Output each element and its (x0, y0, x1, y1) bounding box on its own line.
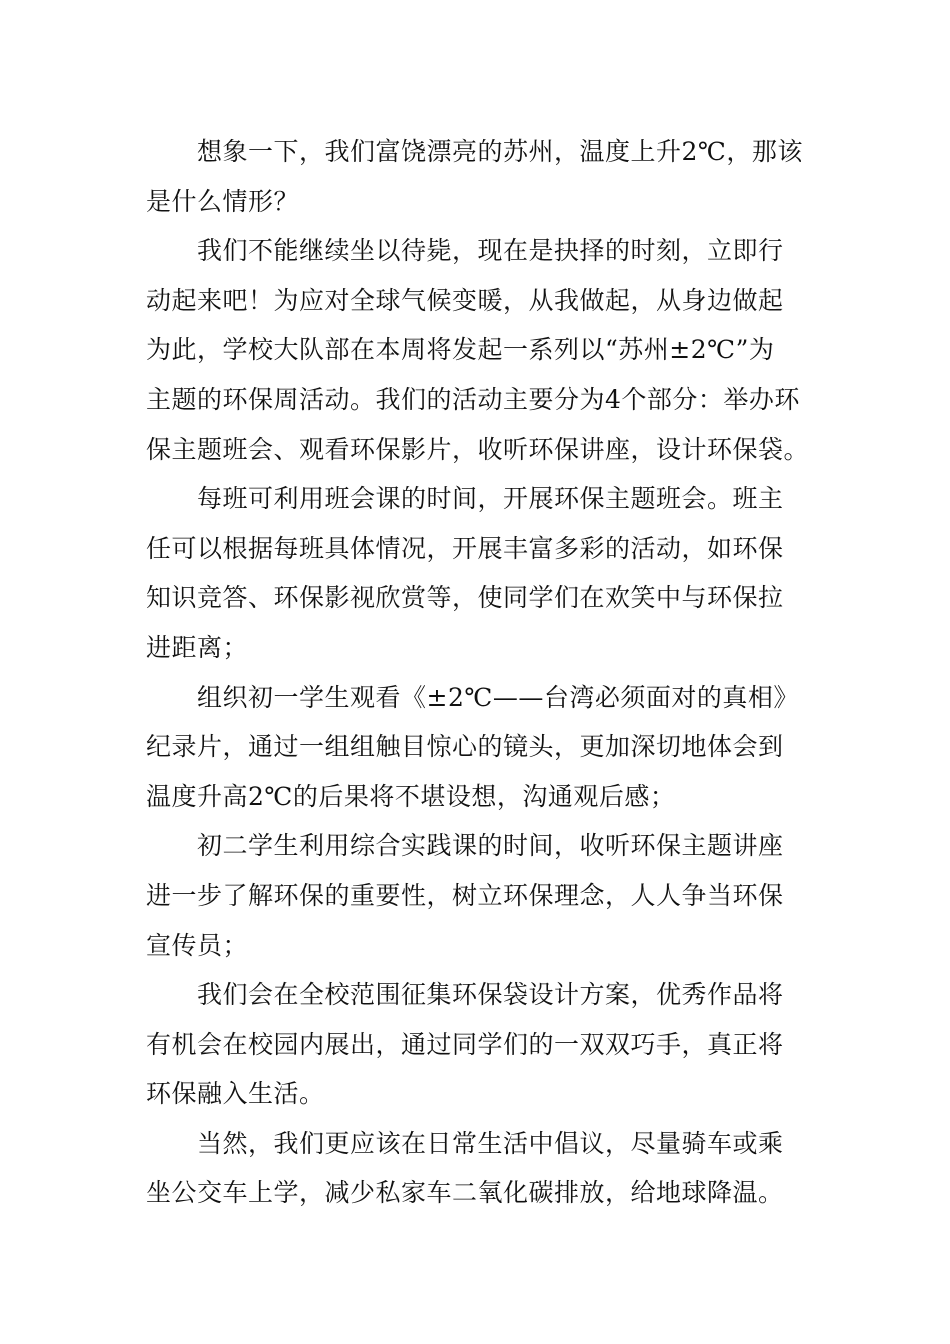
paragraph-line: 组织初一学生观看《±2℃——台湾必须面对的真相》 (197, 682, 799, 712)
paragraph-line: 有机会在校园内展出，通过同学们的一双双巧手，真正将 (146, 1029, 784, 1059)
paragraph-line: 当然，我们更应该在日常生活中倡议，尽量骑车或乘 (197, 1128, 784, 1158)
paragraph-5 (146, 821, 808, 970)
paragraph-1 (146, 127, 808, 226)
paragraph-line: 坐公交车上学，减少私家车二氧化碳排放，给地球降温。 (146, 1178, 784, 1208)
paragraph-line: 是什么情形？ (146, 186, 300, 216)
paragraph-line: 知识竞答、环保影视欣赏等，使同学们在欢笑中与环保拉 (146, 583, 784, 613)
paragraph-4 (146, 673, 808, 822)
paragraph-line: 我们会在全校范围征集环保袋设计方案，优秀作品将 (197, 980, 784, 1010)
paragraph-7 (146, 1119, 808, 1218)
paragraph-2 (146, 226, 808, 474)
paragraph-line: 我们不能继续坐以待毙，现在是抉择的时刻，立即行 (197, 236, 784, 266)
paragraph-line: 任可以根据每班具体情况，开展丰富多彩的活动，如环保 (146, 533, 784, 563)
paragraph-3 (146, 474, 808, 672)
document-body (146, 127, 808, 1218)
paragraph-line: 为此，学校大队部在本周将发起一系列以“苏州±2℃”为 (146, 335, 775, 365)
paragraph-line: 进一步了解环保的重要性，树立环保理念，人人争当环保 (146, 880, 784, 910)
paragraph-line: 主题的环保周活动。我们的活动主要分为4个部分：举办环 (146, 384, 800, 414)
paragraph-line: 进距离； (146, 632, 249, 662)
paragraph-line: 温度升高2℃的后果将不堪设想，沟通观后感； (146, 781, 676, 811)
paragraph-line: 纪录片，通过一组组触目惊心的镜头，更加深切地体会到 (146, 732, 784, 762)
paragraph-line: 环保融入生活。 (146, 1079, 325, 1109)
paragraph-line: 宣传员； (146, 930, 249, 960)
paragraph-line: 动起来吧！为应对全球气候变暖，从我做起，从身边做起 (146, 285, 784, 315)
paragraph-line: 保主题班会、观看环保影片，收听环保讲座，设计环保袋。 (146, 434, 810, 464)
paragraph-line: 初二学生利用综合实践课的时间，收听环保主题讲座 (197, 831, 784, 861)
paragraph-line: 想象一下，我们富饶漂亮的苏州，温度上升2℃，那该 (197, 137, 803, 166)
paragraph-6 (146, 970, 808, 1119)
paragraph-line: 每班可利用班会课的时间，开展环保主题班会。班主 (197, 484, 784, 514)
